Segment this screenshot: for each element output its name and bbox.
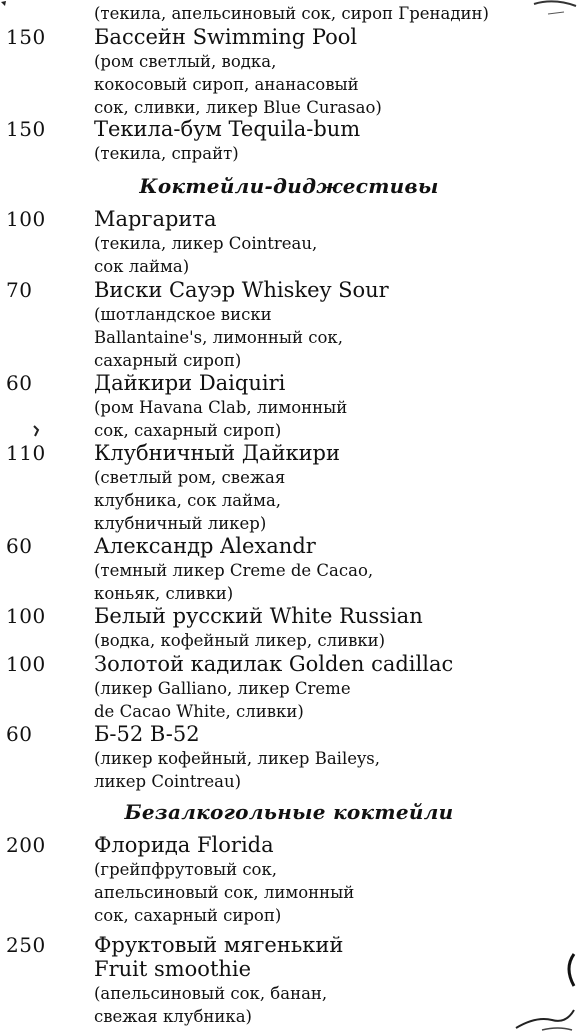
item-description: (шотландское виски Ballantaine's, лимонный сок, сахарный сироп) — [94, 305, 343, 370]
item-name: Дайкири Daiquiri — [94, 371, 286, 395]
item-description: (текила, ликер Cointreau, сок лайма) — [94, 234, 318, 276]
item-volume: 60 — [6, 371, 33, 395]
item-volume: 70 — [6, 278, 33, 302]
scan-artifact-right-bracket — [560, 950, 578, 990]
scan-artifact-margin-mark — [30, 424, 42, 440]
item-name: Бассейн Swimming Pool — [94, 25, 358, 49]
item-volume: 250 — [6, 933, 46, 957]
scan-artifact-bottom-right — [512, 996, 578, 1034]
item-description: (ром светлый, водка, кокосовый сироп, ананасовый сок, сливки, ликер Blue Curasao) — [94, 52, 382, 117]
item-description: (грейпфрутовый сок, апельсиновый сок, лимонный сок, сахарный сироп) — [94, 860, 355, 925]
top-fragment-description: (текила, апельсиновый сок, сироп Гренадин) — [94, 4, 489, 23]
item-description: (ликер Galliano, ликер Creme de Cacao White, сливки) — [94, 679, 351, 721]
item-volume: 110 — [6, 441, 46, 465]
item-name: Текила-бум Tequila-bum — [94, 117, 361, 141]
item-name: Белый русский White Russian — [94, 604, 423, 628]
item-description: (светлый ром, свежая клубника, сок лайма, клубничный ликер) — [94, 468, 286, 533]
item-description: (ром Havana Clab, лимонный сок, сахарный сироп) — [94, 398, 348, 440]
item-name: Флорида Florida — [94, 833, 274, 857]
item-volume: 60 — [6, 534, 33, 558]
item-name: Александр Alexandr — [94, 534, 316, 558]
item-volume: 100 — [6, 207, 46, 231]
item-description: (апельсиновый сок, банан, свежая клубника) — [94, 984, 328, 1026]
section-heading-non-alcoholic: Безалкогольные коктейли — [124, 800, 454, 824]
item-name: Фруктовый мягенький Fruit smoothie — [94, 933, 344, 981]
item-name: Маргарита — [94, 207, 217, 231]
item-volume: 150 — [6, 25, 46, 49]
item-volume: 100 — [6, 604, 46, 628]
item-description: (водка, кофейный ликер, сливки) — [94, 631, 386, 650]
section-heading-digestifs: Коктейли-диджестивы — [139, 174, 439, 198]
scan-artifact-top-right — [528, 0, 578, 20]
item-description: (ликер кофейный, ликер Baileys, ликер Cointreau) — [94, 749, 381, 791]
scan-artifact-top-left — [0, 0, 14, 14]
item-volume: 200 — [6, 833, 46, 857]
item-volume: 150 — [6, 117, 46, 141]
item-name: Золотой кадилак Golden cadillac — [94, 652, 454, 676]
item-volume: 60 — [6, 722, 33, 746]
item-volume: 100 — [6, 652, 46, 676]
item-description: (темный ликер Creme de Cacao, коньяк, сливки) — [94, 561, 374, 603]
item-name: Виски Сауэр Whiskey Sour — [94, 278, 389, 302]
item-description: (текила, спрайт) — [94, 144, 239, 163]
item-name: Б-52 B-52 — [94, 722, 200, 746]
item-name: Клубничный Дайкири — [94, 441, 341, 465]
